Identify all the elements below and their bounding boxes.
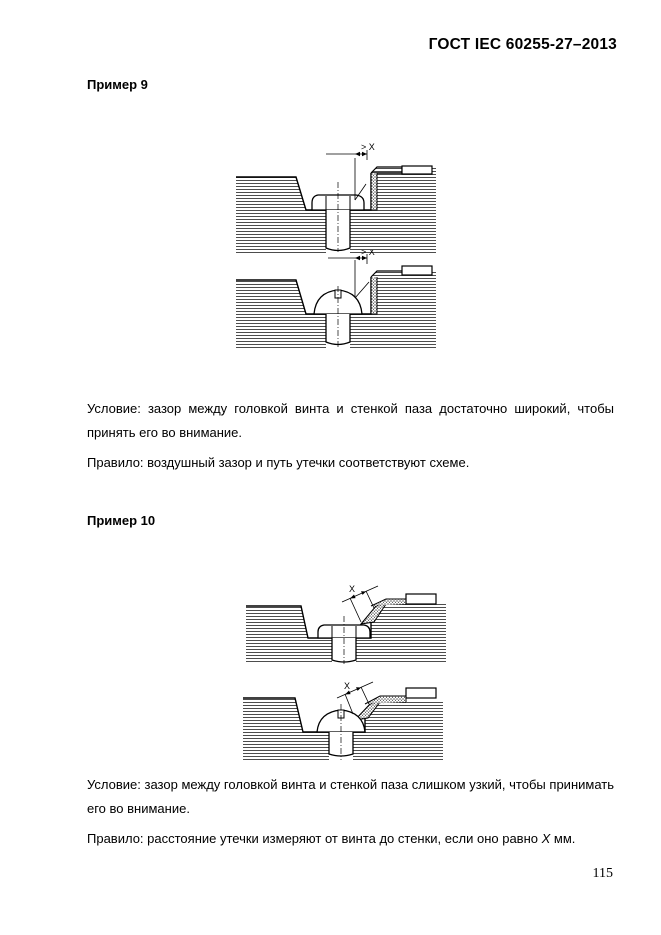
dimension-label: X <box>344 681 351 691</box>
dimension-label: X <box>349 584 356 594</box>
page-number: 115 <box>592 866 613 881</box>
dimension-label: > X <box>361 250 375 257</box>
rule-variable: X <box>541 831 551 846</box>
example-9-rule: Правило: воздушный зазор и путь утечки соответствуют схеме. <box>87 455 470 470</box>
example-10-title: Пример 10 <box>87 513 156 528</box>
figure-example-10-hex-screw <box>246 582 446 664</box>
rule-text-end: мм. <box>550 831 576 846</box>
dimension-label: > X <box>361 142 375 152</box>
figure-example-9-hex-screw <box>236 140 436 255</box>
example-9-title: Пример 9 <box>87 77 148 92</box>
example-9-condition: Условие: зазор между головкой винта и стенкой паза достаточно широкий, чтобы принять его во внимание. <box>87 401 614 440</box>
rule-text-start: Правило: расстояние утечки измеряют от винта до стенки, если оно равно <box>87 831 542 846</box>
document-header: ГОСТ IEC 60255-27–2013 <box>428 36 617 53</box>
example-10-condition: Условие: зазор между головкой винта и стенкой паза слишком узкий, чтобы принимать его во внимание. <box>87 777 614 816</box>
figure-example-9-round-screw <box>236 250 436 350</box>
figure-example-10-round-screw <box>243 680 443 760</box>
example-10-rule <box>87 827 614 851</box>
